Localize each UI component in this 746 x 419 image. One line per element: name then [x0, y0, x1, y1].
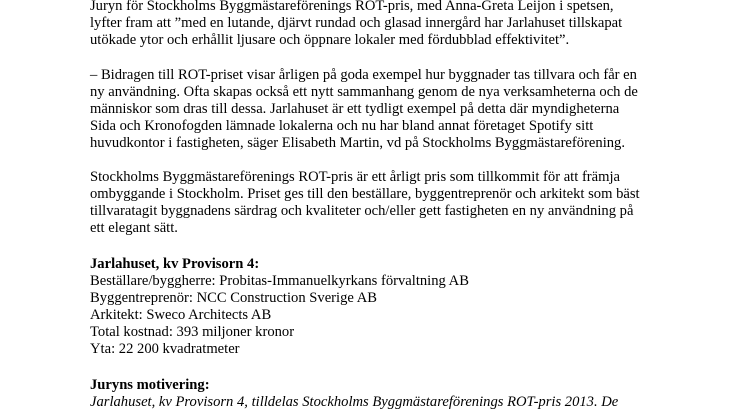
fact-item: Byggentreprenör: NCC Construction Sverige AB — [90, 290, 377, 306]
fact-item: Yta: 22 200 kvadratmeter — [90, 341, 240, 357]
text-line: ombyggande i Stockholm. Priset ges till den beställare, byggentreprenör och arkitekt som bäst — [90, 186, 640, 202]
text-line: ny användning. Ofta skapas också ett nytt sammanhang genom de nya verksamheterna och de — [90, 84, 638, 100]
text-line: Sida och Kronofogden lämnade lokalerna och nu har bland annat företaget Spotify sitt — [90, 118, 594, 134]
facts-heading: Jarlahuset, kv Provisorn 4: — [90, 256, 260, 272]
fact-item: Beställare/byggherre: Probitas-Immanuelkyrkans förvaltning AB — [90, 273, 469, 289]
text-line: Juryn för Stockholms Byggmästareförenings ROT-pris, med Anna-Greta Leijon i spetsen, — [90, 0, 614, 14]
text-line: – Bidragen till ROT-priset visar årligen på goda exempel hur byggnader tas tillvara och får en — [90, 67, 637, 83]
text-line: tillvaratagit byggnadens särdrag och kvaliteter och/eller gett fastigheten en ny användning på — [90, 203, 634, 219]
motivation-text: Jarlahuset, kv Provisorn 4, tilldelas Stockholms Byggmästareförenings ROT-pris 2013. De — [90, 394, 619, 410]
text-line: huvudkontor i fastigheten, säger Elisabeth Martin, vd på Stockholms Byggmästareförening. — [90, 135, 625, 151]
text-line: ett elegant sätt. — [90, 220, 178, 236]
fact-item: Arkitekt: Sweco Architects AB — [90, 307, 272, 323]
motivation-heading: Juryns motivering: — [90, 377, 210, 393]
text-line: utökade ytor och erhållit ljusare och öppnare lokaler med fördubblad effektivitet”. — [90, 32, 570, 48]
text-line: lyfter fram att ”med en lutande, djärvt rundad och glasad innergård har Jarlahuset tillskapat — [90, 15, 623, 31]
fact-item: Total kostnad: 393 miljoner kronor — [90, 324, 295, 340]
text-line: människor som dras till dessa. Jarlahuset är ett tydligt exempel på detta där myndigheterna — [90, 101, 620, 117]
text-line: Stockholms Byggmästareförenings ROT-pris är ett årligt pris som tillkommit för att främja — [90, 169, 621, 185]
